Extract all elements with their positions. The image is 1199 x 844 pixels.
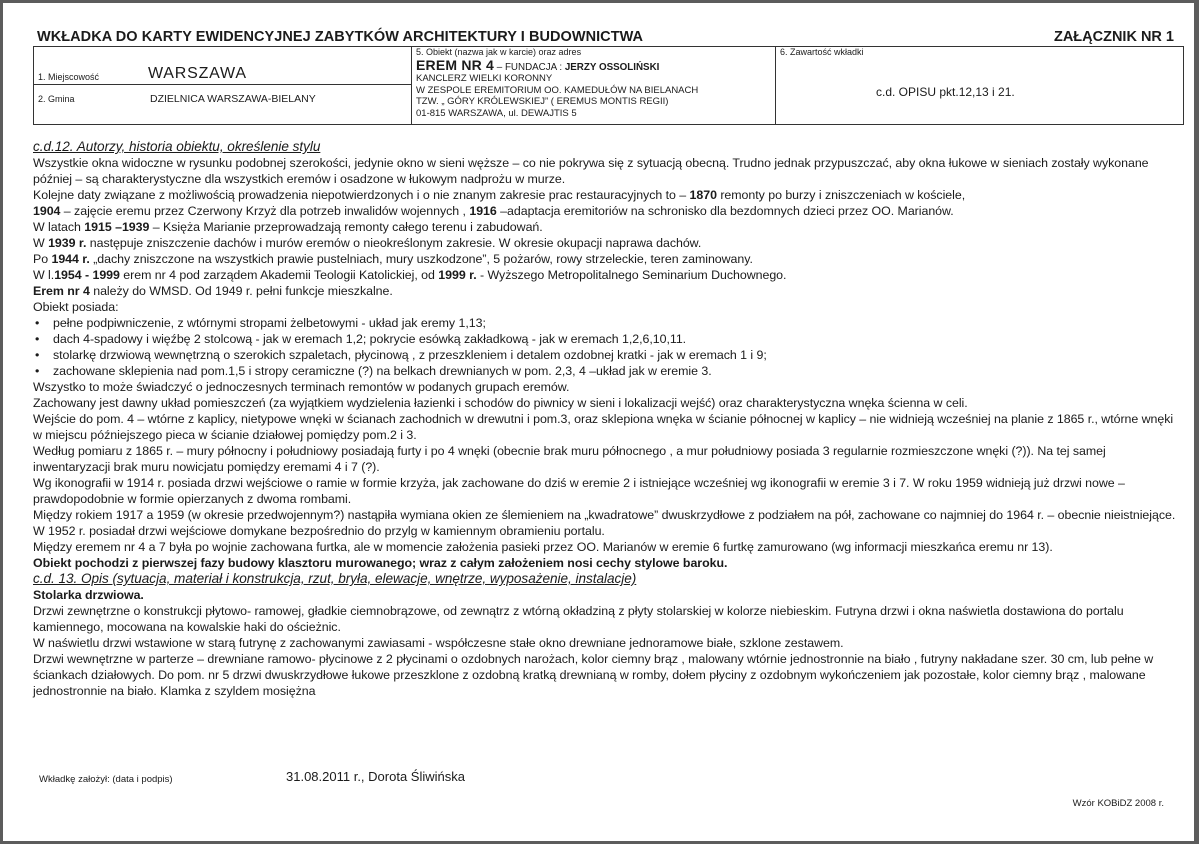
object-name: EREM NR 4: [416, 56, 495, 73]
paragraph: Wejście do pom. 4 – wtórne z kaplicy, nietypowe wnęki w ścianach zachodnich w drewutni i pom.3, oraz sklepiona wnęka w ścianie północnej w kaplicy – nie widnieją wcześniej na planie z 1865 r., wtórne wnęki w miejscu późniejszego pieca w ścianie działowej pomiędzy pom.2 i 3.: [33, 412, 1174, 442]
object-line: TZW. „ GÓRY KRÓLEWSKIEJ” ( EREMUS MONTIS REGII): [416, 96, 669, 107]
object-cell: [412, 47, 776, 125]
main-content: [33, 139, 1178, 699]
paragraph: Według pomiaru z 1865 r. – mury północny i południowy posiadają furty i po 4 wnęki (obecnie brak muru północnego , a mur południowy posiada 3 regularnie rozmieszczone wnęki (?)). Na tej samej inwentaryzacji brak muru nowicjatu pomiędzy eremami 4 i 7 (?).: [33, 444, 1106, 474]
footer-label: Wkładkę założył: (data i podpis): [39, 774, 173, 785]
object-label: 5. Obiekt (nazwa jak w karcie) oraz adres: [416, 47, 582, 57]
paragraph: Wszystko to może świadczyć o jednoczesnych terminach remontów w podanych grupach eremów.: [33, 380, 570, 394]
form-model-label: Wzór KOBiDZ 2008 r.: [1072, 798, 1164, 809]
paragraph: W l.1954 - 1999 erem nr 4 pod zarządem Akademii Teologii Katolickiej, od 1999 r. - Wyższego Metropolitalnego Seminarium Duchownego.: [33, 268, 787, 282]
object-line: KANCLERZ WIELKI KORONNY: [416, 73, 553, 84]
footer-signature: 31.08.2011 r., Dorota Śliwińska: [286, 769, 465, 784]
paragraph: Obiekt posiada:: [33, 300, 119, 314]
commune-cell: [34, 85, 412, 125]
document-sheet: [3, 3, 1194, 841]
paragraph: Kolejne daty związane z możliwością prowadzenia niepotwierdzonych i o nie znanym zakresie prac restauracyjnych to – 1870 remonty po burzy i zniszczeniach w kościele,: [33, 188, 966, 202]
list-item: • dach 4-spadowy i więźbę 2 stolcową - jak w eremach 1,2; pokrycie esówką zakładkową - jak w eremach 1,2,6,10,11.: [33, 331, 1178, 347]
list-item: • stolarkę drzwiową wewnętrzną o szerokich szpaletach, płycinową , z przeszkleniem i detalem ozdobnej kratki - jak w eremach 1 i 9;: [33, 347, 1178, 363]
subheading: Stolarka drzwiowa.: [33, 588, 144, 602]
paragraph: Po 1944 r. „dachy zniszczone na wszystkich prawie pustelniach, mury uszkodzone”, 5 pożarów, rowy strzeleckie, teren zaminowany.: [33, 252, 753, 266]
commune-label: 2. Gmina: [38, 94, 75, 104]
paragraph: Między eremem nr 4 a 7 była po wojnie zachowana furtka, ale w momencie założenia pasieki przez OO. Marianów w eremie 6 furtkę zamurowano (wg informacji mieszkańca eremu nr 13).: [33, 540, 1053, 554]
town-label: 1. Miejscowość: [38, 72, 100, 82]
paragraph: W 1939 r. następuje zniszczenie dachów i murów eremów o nieokreślonym zakresie. W okresie okupacji naprawa dachów.: [33, 236, 702, 250]
paragraph: Wg ikonografii w 1914 r. posiada drzwi wejściowe o ramie w formie krzyża, jak zachowane do dziś w eremie 2 i istniejące wcześniej wg ikonografii w eremie 3 i 7. W roku 1959 widnieją już drzwi nowe – prawdopodobnie w formie opierzanych z dwoma rombami.: [33, 476, 1125, 506]
annex-label: ZAŁĄCZNIK NR 1: [1053, 29, 1174, 45]
section-12-heading: c.d.12. Autorzy, historia obiektu, określenie stylu: [33, 139, 321, 154]
contents-cell: [776, 47, 1184, 125]
object-title-line: [416, 56, 771, 74]
town-cell: [34, 47, 412, 85]
contents-value: c.d. OPISU pkt.12,13 i 21.: [876, 85, 1015, 99]
header-form-table: [33, 46, 1184, 125]
object-fund-label: – FUNDACJA :: [494, 61, 565, 73]
paragraph-conclusion: Obiekt pochodzi z pierwszej fazy budowy klasztoru murowanego; wraz z całym założeniem nosi cechy stylowe baroku.: [33, 556, 728, 570]
object-founder: JERZY OSSOLIŃSKI: [564, 61, 660, 73]
paragraph: 1904 – zajęcie eremu przez Czerwony Krzyż dla potrzeb inwalidów wojennych , 1916 –adaptacja eremitoriów na schronisko dla bezdomnych dzieci przez OO. Marianów.: [33, 204, 954, 218]
section-13-heading: c.d. 13. Opis (sytuacja, materiał i konstrukcja, rzut, bryła, elewacje, wnętrze, wyposażenie, instalacje): [33, 571, 637, 586]
paragraph: Zachowany jest dawny układ pomieszczeń (za wyjątkiem wydzielenia łazienki i schodów do piwnicy w sieni i lokalizacji wejść) oraz charakterystyczna wnęka ścienna w celi.: [33, 396, 968, 410]
commune-value: DZIELNICA WARSZAWA-BIELANY: [150, 93, 316, 105]
paragraph: Drzwi wewnętrzne w parterze – drewniane ramowo- płycinowe z 2 płycinami o ozdobnych narożach, kolor ciemny brąz , malowany wtórnie jednostronnie na biało , futryny nakładane szer. 30 cm, lub pełne w ściankach działowych. Do pom. nr 5 drzwi dwuskrzydłowe łukowe przeszklone z ozdobną kratką drewnianą w romby, dołem płyciny z ozdobnym wykończeniem jak pozostałe, kolor ciemny brąz , malowane jednostronnie na biało. Klamka z szyldem mosiężna: [33, 652, 1154, 698]
paragraph: W latach 1915 –1939 – Księża Marianie przeprowadzają remonty całego terenu i zabudowań.: [33, 220, 543, 234]
paragraph: Drzwi zewnętrzne o konstrukcji płytowo- ramowej, gładkie ciemnobrązowe, od zewnątrz z wtórną okładziną z płyty stolarskiej w kolorze niebieskim. Futryna drzwi i okna naświetla dostawiona do portalu kamiennego, mocowana na kowalskie haki do ościeżnic.: [33, 604, 1124, 634]
features-list: [33, 315, 1178, 379]
paragraph: Między rokiem 1917 a 1959 (w okresie przedwojennym?) nastąpiła wymiana okien ze ślemieniem na „kwadratowe” dwuskrzydłowe z podziałem na pół, zachowane co najmniej do 1964 r. – obecnie nieistniejące. W 1952 r. posiadał drzwi wejściowe domykane bezpośrednio do przylg w kamiennym obramieniu portalu.: [33, 508, 1176, 538]
document-title: WKŁADKA DO KARTY EWIDENCYJNEJ ZABYTKÓW ARCHITEKTURY I BUDOWNICTWA: [37, 29, 644, 45]
town-value: WARSZAWA: [148, 65, 247, 82]
paragraph: Erem nr 4 należy do WMSD. Od 1949 r. pełni funkcje mieszkalne.: [33, 284, 393, 298]
paragraph: Wszystkie okna widoczne w rysunku podobnej szerokości, jedynie okno w sieni węższe – co nie pokrywa się z sytuacją obecną. Trudno jednak przypuszczać, aby okna łukowe w sieniach zostały wykonane później – są charakterystyczne dla wszystkich eremów i osadzone w łukowym nadprożu w murze.: [33, 156, 1149, 186]
paragraph: W naświetlu drzwi wstawione w starą futrynę z zachowanymi zawiasami - współczesne stałe okno drewniane jednoramowe białe, szklone zestawem.: [33, 636, 844, 650]
contents-label: 6. Zawartość wkładki: [780, 47, 864, 57]
object-line: 01-815 WARSZAWA, ul. DEWAJTIS 5: [416, 107, 577, 119]
list-item: • zachowane sklepienia nad pom.1,5 i stropy ceramiczne (?) na belkach drewnianych w pom. 2,3, 4 –układ jak w eremie 3.: [33, 363, 1178, 379]
object-line: W ZESPOLE EREMITORIUM OO. KAMEDUŁÓW NA BIELANACH: [416, 84, 699, 96]
list-item: • pełne podpiwniczenie, z wtórnymi stropami żelbetowymi - układ jak eremy 1,13;: [33, 315, 1178, 331]
